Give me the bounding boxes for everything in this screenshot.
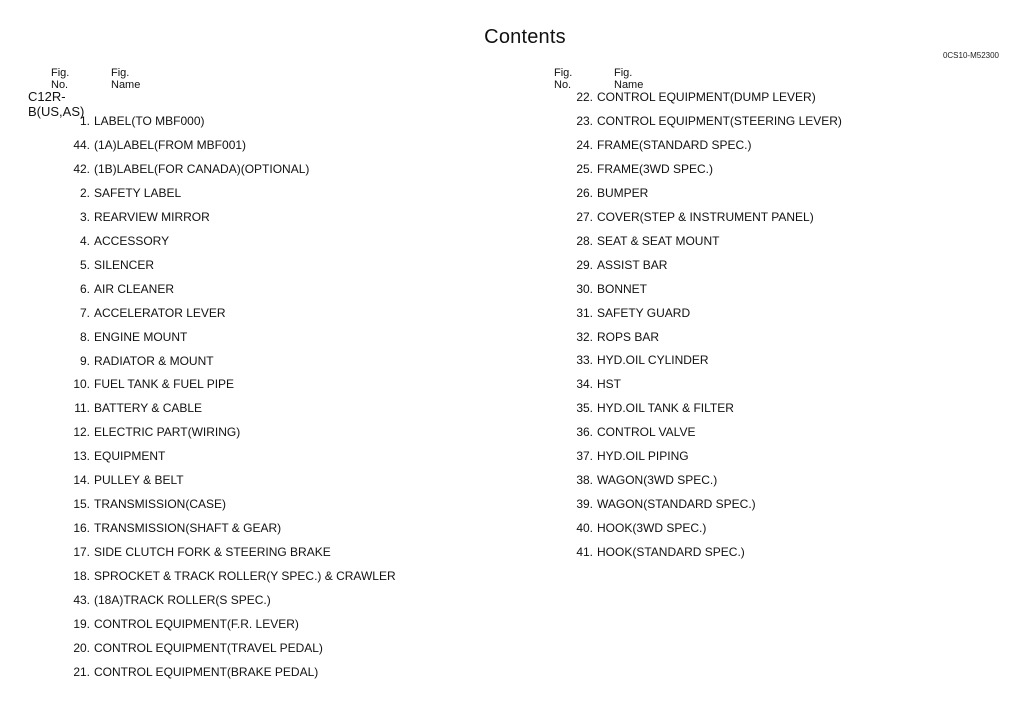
fig-number: 35. — [576, 401, 593, 416]
fig-number: 19. — [73, 616, 90, 631]
fig-number: 3. — [79, 209, 90, 224]
fig-number: 27. — [576, 209, 593, 224]
fig-number: 2. — [79, 185, 90, 200]
model-group-label: C12R-B(US,AS) — [28, 89, 85, 119]
fig-number: 29. — [576, 257, 593, 272]
fig-name: ENGINE MOUNT — [94, 329, 188, 344]
fig-number: 42. — [73, 161, 90, 176]
fig-number: 36. — [576, 425, 593, 440]
fig-number: 5. — [79, 257, 90, 272]
fig-number: 32. — [576, 329, 593, 344]
fig-no-header: Fig. No. — [554, 67, 573, 91]
fig-number: 43. — [73, 593, 90, 607]
fig-name: FRAME(3WD SPEC.) — [597, 161, 714, 176]
fig-number: 26. — [576, 185, 593, 200]
fig-number: 24. — [576, 137, 593, 152]
fig-number: 34. — [576, 377, 593, 392]
fig-number: 7. — [79, 305, 90, 320]
fig-name: (18A)TRACK ROLLER(S SPEC.) — [94, 593, 271, 607]
fig-name: SILENCER — [94, 257, 155, 272]
document-code: 0CS10-M52300 — [942, 51, 999, 60]
fig-number: 41. — [576, 545, 593, 560]
fig-name: REARVIEW MIRROR — [94, 209, 210, 224]
fig-name: COVER(STEP & INSTRUMENT PANEL) — [597, 209, 814, 224]
fig-name: HOOK(3WD SPEC.) — [597, 521, 707, 536]
fig-name: CONTROL EQUIPMENT(DUMP LEVER) — [597, 90, 816, 104]
fig-number: 38. — [576, 473, 593, 488]
fig-number: 30. — [576, 281, 593, 296]
fig-number: 11. — [74, 401, 90, 416]
fig-name: (1A)LABEL(FROM MBF001) — [94, 137, 247, 152]
fig-name: ASSIST BAR — [597, 257, 668, 272]
fig-number: 33. — [576, 353, 593, 368]
fig-name: CONTROL EQUIPMENT(STEERING LEVER) — [597, 113, 842, 128]
fig-name: FRAME(STANDARD SPEC.) — [597, 137, 752, 152]
fig-name: SAFETY GUARD — [597, 305, 691, 320]
fig-number: 16. — [73, 521, 90, 536]
fig-number: 39. — [576, 497, 593, 512]
fig-name: (1B)LABEL(FOR CANADA)(OPTIONAL) — [94, 161, 310, 176]
fig-name: BATTERY & CABLE — [94, 401, 203, 416]
fig-name: ROPS BAR — [597, 329, 660, 344]
fig-name: AIR CLEANER — [94, 281, 175, 296]
fig-number: 25. — [576, 161, 593, 176]
fig-number: 22. — [576, 90, 593, 104]
fig-name: SIDE CLUTCH FORK & STEERING BRAKE — [94, 545, 331, 560]
fig-name-header: Fig. Name — [614, 67, 644, 91]
fig-name: LABEL(TO MBF000) — [94, 114, 205, 128]
fig-number: 1. — [79, 114, 90, 128]
fig-name: ACCESSORY — [94, 233, 170, 248]
fig-number: 28. — [576, 233, 593, 248]
fig-number: 23. — [576, 113, 593, 128]
fig-number: 21. — [73, 664, 90, 679]
fig-name: SEAT & SEAT MOUNT — [597, 233, 720, 248]
fig-name: WAGON(STANDARD SPEC.) — [597, 497, 756, 512]
fig-name: CONTROL EQUIPMENT(F.R. LEVER) — [94, 616, 299, 631]
fig-name: FUEL TANK & FUEL PIPE — [94, 377, 235, 392]
fig-number: 20. — [73, 640, 90, 655]
fig-name: SAFETY LABEL — [94, 185, 182, 200]
fig-name: TRANSMISSION(CASE) — [94, 497, 227, 512]
fig-name: HYD.OIL CYLINDER — [597, 353, 709, 368]
fig-name: ACCELERATOR LEVER — [94, 305, 226, 320]
fig-number: 9. — [79, 353, 90, 368]
fig-number: 31. — [576, 305, 593, 320]
fig-name: ELECTRIC PART(WIRING) — [94, 425, 241, 440]
fig-number: 10. — [73, 377, 90, 392]
fig-name: RADIATOR & MOUNT — [94, 353, 214, 368]
fig-name: EQUIPMENT — [94, 449, 166, 464]
fig-name: CONTROL VALVE — [597, 425, 696, 440]
fig-number: 17. — [73, 545, 90, 560]
fig-name: HST — [597, 377, 621, 392]
fig-name: HOOK(STANDARD SPEC.) — [597, 545, 745, 560]
page-title: Contents — [484, 26, 566, 48]
fig-number: 8. — [79, 329, 90, 344]
fig-name: BUMPER — [597, 185, 649, 200]
fig-name: CONTROL EQUIPMENT(BRAKE PEDAL) — [94, 664, 319, 679]
fig-number: 15. — [73, 497, 90, 512]
fig-number: 44. — [73, 137, 90, 152]
fig-name: CONTROL EQUIPMENT(TRAVEL PEDAL) — [94, 640, 323, 655]
fig-number: 37. — [576, 449, 593, 464]
fig-number: 40. — [576, 521, 593, 536]
fig-name: SPROCKET & TRACK ROLLER(Y SPEC.) & CRAWLER — [94, 569, 396, 584]
fig-number: 4. — [79, 233, 90, 248]
fig-no-header: Fig. No. — [51, 67, 70, 91]
fig-name-header: Fig. Name — [111, 67, 141, 91]
fig-number: 12. — [73, 425, 90, 440]
fig-number: 13. — [73, 449, 90, 464]
fig-number: 6. — [79, 281, 90, 296]
fig-name: BONNET — [597, 281, 648, 296]
fig-name: TRANSMISSION(SHAFT & GEAR) — [94, 521, 282, 536]
fig-name: WAGON(3WD SPEC.) — [597, 473, 718, 488]
fig-name: HYD.OIL PIPING — [597, 449, 689, 464]
fig-name: PULLEY & BELT — [94, 473, 184, 488]
fig-name: HYD.OIL TANK & FILTER — [597, 401, 734, 416]
fig-number: 18. — [73, 569, 90, 584]
fig-number: 14. — [73, 473, 90, 488]
